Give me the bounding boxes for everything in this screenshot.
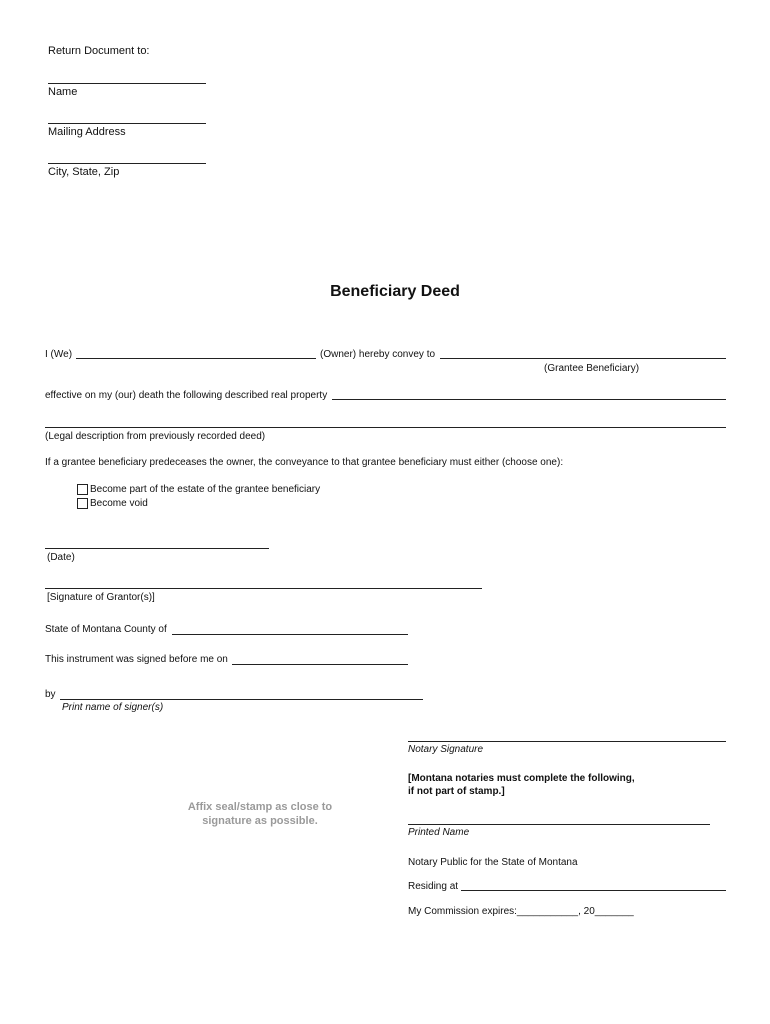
seal-instruction-line2: signature as possible. [202,815,318,827]
montana-note-line2: if not part of stamp.] [408,786,505,797]
predecease-text: If a grantee beneficiary predeceases the owner, the conveyance to that grantee beneficiary must either (choose one): [45,457,564,468]
notary-public-text: Notary Public for the State of Montana [408,857,578,868]
grantor-signature-line[interactable] [45,588,482,589]
owner-name-line[interactable] [76,358,316,359]
mailing-address-line[interactable] [48,123,206,124]
name-line[interactable] [48,83,206,84]
effective-text: effective on my (our) death the following described real property [45,390,328,401]
signed-date-line[interactable] [232,664,408,665]
montana-note-line1: [Montana notaries must complete the following, [408,773,635,784]
page-title: Beneficiary Deed [330,283,460,300]
name-label: Name [48,86,78,98]
option-estate-checkbox[interactable] [77,484,88,495]
grantee-label: (Grantee Beneficiary) [544,363,640,374]
seal-instruction-line1: Affix seal/stamp as close to [187,801,333,813]
mailing-address-label: Mailing Address [48,126,126,138]
signed-before-label: This instrument was signed before me on [45,654,228,665]
legal-description-line[interactable] [45,427,726,428]
print-name-label: Print name of signer(s) [62,702,164,713]
return-heading: Return Document to: [48,45,150,57]
option-estate-label: Become part of the estate of the grantee beneficiary [90,484,321,495]
date-label: (Date) [47,552,75,563]
city-state-zip-label: City, State, Zip [48,166,120,178]
state-county-label: State of Montana County of [45,624,167,635]
property-line[interactable] [332,399,726,400]
grantee-name-line[interactable] [440,358,726,359]
option-void-checkbox[interactable] [77,498,88,509]
legal-description-label: (Legal description from previously recorded deed) [45,431,266,442]
printed-name-label: Printed Name [408,827,470,838]
date-line[interactable] [45,548,269,549]
notary-signature-line[interactable] [408,741,726,742]
printed-name-line[interactable] [408,824,710,825]
i-we-label: I (We) [45,349,73,360]
owner-convey-text: (Owner) hereby convey to [320,349,436,360]
notary-signature-label: Notary Signature [408,744,484,755]
by-label: by [45,689,56,700]
county-line[interactable] [172,634,408,635]
residing-label: Residing at [408,881,459,892]
option-void-label: Become void [90,498,148,509]
residing-line[interactable] [461,890,726,891]
city-state-zip-line[interactable] [48,163,206,164]
signer-name-line[interactable] [60,699,423,700]
commission-expires: My Commission expires:___________, 20_______ [408,906,634,917]
grantor-signature-label: [Signature of Grantor(s)] [47,592,155,603]
